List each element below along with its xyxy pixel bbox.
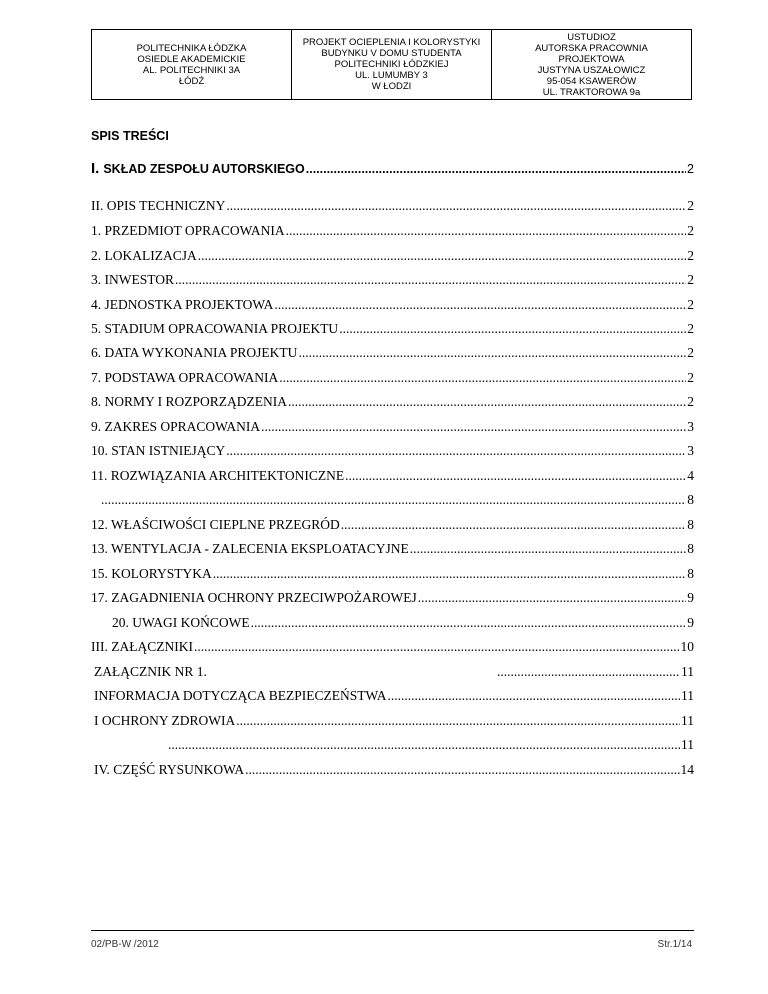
toc-leader xyxy=(261,419,686,435)
toc-entry[interactable] xyxy=(91,590,694,610)
toc-leader xyxy=(251,615,687,631)
toc-entry-label: 17. ZAGADNIENIA OCHRONY PRZECIWPOŻAROWEJ xyxy=(91,590,417,605)
toc-page-number: 2 xyxy=(687,223,694,238)
toc-entry[interactable] xyxy=(94,762,694,782)
toc-leader xyxy=(194,639,680,655)
toc-leader xyxy=(198,248,687,264)
header-line: POLITECHNIKA ŁÓDZKA xyxy=(136,42,247,54)
toc-entry-label: I OCHRONY ZDROWIA xyxy=(94,713,236,728)
toc-page-number: 10 xyxy=(680,639,694,654)
toc-entry[interactable] xyxy=(91,248,694,268)
header-line: 95-054 KSAWERÓW xyxy=(546,75,637,87)
toc-entry[interactable] xyxy=(91,517,694,537)
toc-title: SPIS TREŚCI xyxy=(91,129,169,143)
document-number: 02/PB-W /2012 xyxy=(91,939,159,950)
toc-entry[interactable] xyxy=(91,566,694,586)
header-line: UL. LUMUMBY 3 xyxy=(355,70,428,81)
toc-page-number: 2 xyxy=(687,321,694,336)
toc-leader xyxy=(345,468,686,484)
toc-entry-label: 7. PODSTAWA OPRACOWANIA xyxy=(91,370,279,385)
toc-entry-label: 20. UWAGI KOŃCOWE xyxy=(112,615,250,630)
toc-page-number: 2 xyxy=(687,162,694,176)
toc-entry[interactable] xyxy=(91,370,694,390)
toc-page-number: 11 xyxy=(681,688,694,703)
toc-leader xyxy=(288,394,686,410)
toc-entry-label: 8. NORMY I ROZPORZĄDZENIA xyxy=(91,394,287,409)
toc-entry[interactable] xyxy=(91,223,694,243)
toc-page-number: 14 xyxy=(680,762,694,777)
toc-leader xyxy=(226,198,686,214)
toc-entry[interactable] xyxy=(91,541,694,561)
header-line: UL. TRAKTOROWA 9a xyxy=(542,86,641,98)
toc-entry[interactable] xyxy=(94,688,694,708)
toc-entry-label xyxy=(91,160,305,177)
toc-entry-label: II. OPIS TECHNICZNY xyxy=(91,198,226,213)
toc-entry-label: ZAŁĄCZNIK NR 1. xyxy=(94,664,207,679)
toc-entry-label: 13. WENTYLACJA - ZALECENIA EKSPLOATACYJNE xyxy=(91,541,409,556)
toc-leader xyxy=(497,664,680,680)
toc-entry[interactable] xyxy=(112,615,694,635)
toc-page-number: 2 xyxy=(687,370,694,385)
toc-leader xyxy=(175,272,686,288)
header-line: PROJEKT OCIEPLENIA I KOLORYSTYKI xyxy=(302,37,481,48)
header-line: BUDYNKU V DOMU STUDENTA xyxy=(321,48,462,59)
toc-leader xyxy=(279,370,686,386)
toc-entry[interactable] xyxy=(91,468,694,488)
header-line: POLITECHNIKI ŁÓDZKIEJ xyxy=(334,59,449,70)
header-studio-cell xyxy=(492,30,691,99)
toc-page-number: 2 xyxy=(687,297,694,312)
toc-page-number: 9 xyxy=(687,615,694,630)
toc-leader xyxy=(245,762,679,778)
toc-leader xyxy=(341,517,686,533)
toc-entry-label: 12. WŁAŚCIWOŚCI CIEPLNE PRZEGRÓD xyxy=(91,517,340,532)
toc-entry-label: INFORMACJA DOTYCZĄCA BEZPIECZEŃSTWA xyxy=(94,688,387,703)
toc-entry[interactable] xyxy=(91,345,694,365)
toc-entry[interactable] xyxy=(167,737,694,757)
toc-entry[interactable] xyxy=(91,639,694,659)
toc-leader xyxy=(101,492,686,508)
toc-entry-label: 4. JEDNOSTKA PROJEKTOWA xyxy=(91,297,274,312)
toc-leader xyxy=(213,566,686,582)
toc-entry[interactable] xyxy=(94,713,694,733)
toc-entry-label: IV. CZĘŚĆ RYSUNKOWA xyxy=(94,762,245,777)
toc-entry-label: 3. INWESTOR xyxy=(91,272,174,287)
toc-entry[interactable] xyxy=(91,160,694,180)
toc-leader xyxy=(168,737,680,753)
toc-entry[interactable] xyxy=(91,419,694,439)
toc-leader xyxy=(236,713,680,729)
toc-page-number: 2 xyxy=(687,345,694,360)
toc-entry-label: 1. PRZEDMIOT OPRACOWANIA xyxy=(91,223,285,238)
toc-leader xyxy=(298,345,686,361)
toc-page-number: 4 xyxy=(687,468,694,483)
toc-page-number: 11 xyxy=(681,713,694,728)
toc-page-number: 9 xyxy=(687,590,694,605)
toc-page-number: 11 xyxy=(681,737,694,752)
header-line: JUSTYNA USZAŁOWICZ xyxy=(537,64,646,76)
header-project-cell xyxy=(292,30,492,99)
page-number: Str.1/14 xyxy=(657,939,692,950)
header-client-cell xyxy=(92,30,292,99)
toc-roman-numeral: I. xyxy=(91,160,100,177)
toc-label-text: SKŁAD ZESPOŁU AUTORSKIEGO xyxy=(103,162,305,176)
toc-leader xyxy=(418,590,687,606)
header-line: AUTORSKA PRACOWNIA xyxy=(535,42,648,54)
toc-entry-label: III. ZAŁĄCZNIKI xyxy=(91,639,193,654)
header-table xyxy=(91,29,692,100)
toc-leader xyxy=(306,162,686,176)
toc-entry[interactable] xyxy=(94,664,694,684)
toc-entry-label: 15. KOLORYSTYKA xyxy=(91,566,212,581)
toc-page-number: 8 xyxy=(687,541,694,556)
header-line: ŁÓDŹ xyxy=(178,75,205,87)
toc-leader xyxy=(410,541,686,557)
header-line: PROJEKTOWA xyxy=(558,53,625,65)
header-line: W ŁODZI xyxy=(371,81,412,92)
toc-entry[interactable] xyxy=(91,272,694,292)
toc-leader xyxy=(388,688,680,704)
header-line: USTUDIOZ xyxy=(567,31,616,43)
header-line: AL. POLITECHNIKI 3A xyxy=(142,64,241,76)
toc-entry[interactable] xyxy=(91,394,694,414)
toc-page-number: 8 xyxy=(687,492,694,507)
toc-entry[interactable] xyxy=(91,443,694,463)
header-line: OSIEDLE AKADEMICKIE xyxy=(137,53,246,65)
toc-entry-label: 10. STAN ISTNIEJĄCY xyxy=(91,443,226,458)
toc-entry-label: 9. ZAKRES OPRACOWANIA xyxy=(91,419,261,434)
toc-page-number: 3 xyxy=(687,419,694,434)
toc-entry-label: 11. ROZWIĄZANIA ARCHITEKTONICZNE xyxy=(91,468,345,483)
toc-leader xyxy=(226,443,686,459)
toc-entry-label: 6. DATA WYKONANIA PROJEKTU xyxy=(91,345,298,360)
toc-page-number: 2 xyxy=(687,272,694,287)
toc-entry[interactable] xyxy=(91,198,694,218)
toc-page-number: 8 xyxy=(687,517,694,532)
toc-page-number: 3 xyxy=(687,443,694,458)
toc-entry-label: 2. LOKALIZACJA xyxy=(91,248,197,263)
footer-divider xyxy=(91,930,694,931)
toc-page-number: 2 xyxy=(687,198,694,213)
toc-leader xyxy=(286,223,687,239)
toc-page-number: 11 xyxy=(681,664,694,679)
toc-page-number: 8 xyxy=(687,566,694,581)
toc-entry[interactable] xyxy=(100,492,694,512)
toc-entry[interactable] xyxy=(91,321,694,341)
toc-entry[interactable] xyxy=(91,297,694,317)
toc-page-number: 2 xyxy=(687,248,694,263)
toc-page-number: 2 xyxy=(687,394,694,409)
toc-leader xyxy=(274,297,686,313)
toc-entry-label: 5. STADIUM OPRACOWANIA PROJEKTU xyxy=(91,321,339,336)
toc-leader xyxy=(339,321,686,337)
